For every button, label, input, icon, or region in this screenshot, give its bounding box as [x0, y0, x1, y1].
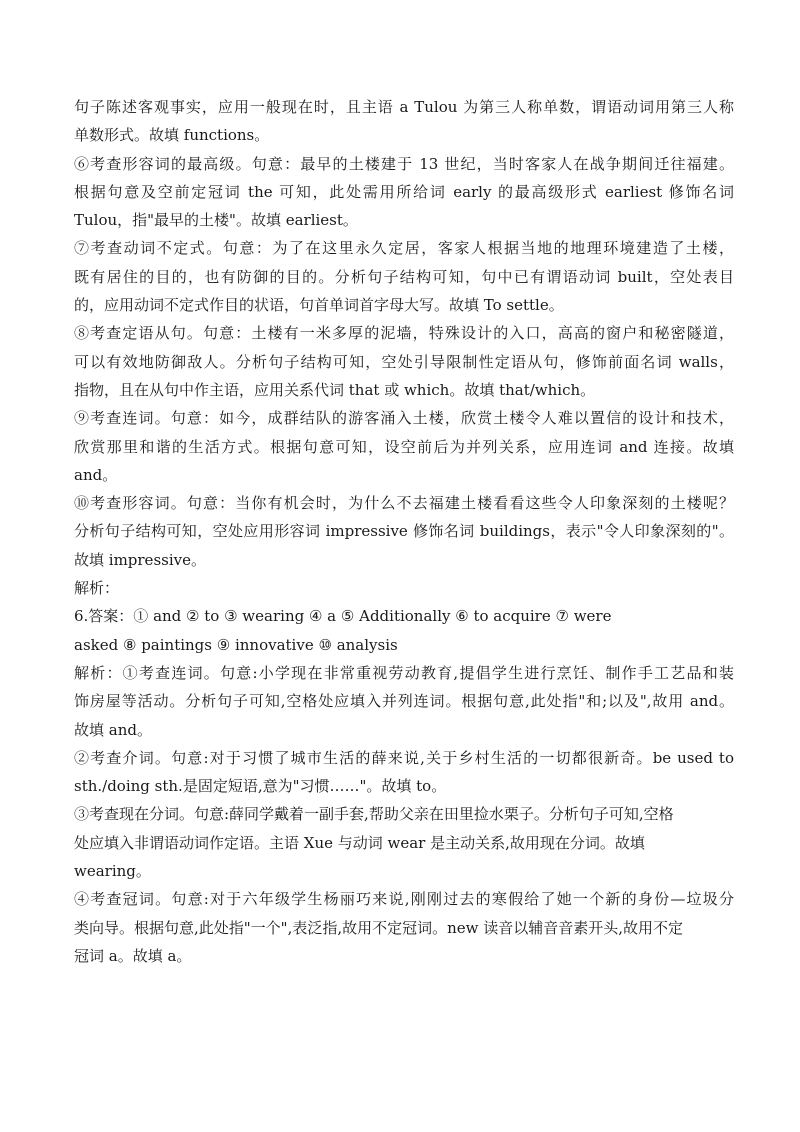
text-line: 可以有效地防御敌人。分析句子结构可知，空处引导限制性定语从句，修饰前面名词 walls，	[74, 352, 734, 371]
text-line: ⑧考查定语从句。句意：土楼有一米多厚的泥墙，特殊设计的入口，高高的窗户和秘密隧道，	[74, 324, 734, 343]
answer-line: 6.答案：① and ② to ③ wearing ④ a ⑤ Additionally ⑥ to acquire ⑦ were	[74, 607, 612, 626]
text-line: 解析：	[74, 579, 120, 598]
text-line: 指物，且在从句中作主语，应用关系代词 that 或 which。故填 that/which。	[74, 380, 596, 399]
text-line: 解析：①考查连词。句意:小学现在非常重视劳动教育,提倡学生进行烹饪、制作手工艺品和装	[74, 663, 734, 682]
text-line: ③考查现在分词。句意:薛同学戴着一副手套,帮助父亲在田里捡水栗子。分析句子可知,空格	[74, 805, 674, 824]
text-line: 分析句子结构可知，空处应用形容词 impressive 修饰名词 buildings，表示"令人印象深刻的"。	[74, 522, 734, 541]
text-line: ④考查冠词。句意:对于六年级学生杨丽巧来说,刚刚过去的寒假给了她一个新的身份—垃圾分	[74, 890, 734, 909]
text-line: 的，应用动词不定式作目的状语，句首单词首字母大写。故填 To settle。	[74, 296, 564, 315]
text-line: ②考查介词。句意:对于习惯了城市生活的薛来说,关于乡村生活的一切都很新奇。be used to	[74, 748, 734, 767]
text-line: sth./doing sth.是固定短语,意为"习惯……"。故填 to。	[74, 777, 447, 796]
text-line: wearing。	[74, 862, 151, 881]
text-line: Tulou，指"最早的土楼"。故填 earliest。	[74, 211, 358, 230]
text-line: 既有居住的目的，也有防御的目的。分析句子结构可知，句中已有谓语动词 built，空处表目	[74, 267, 734, 286]
text-line: 故填 and。	[74, 720, 152, 739]
text-line: 单数形式。故填 functions。	[74, 126, 270, 145]
text-line: 故填 impressive。	[74, 550, 206, 569]
text-line: 类向导。根据句意,此处指"一个",表泛指,故用不定冠词。new 读音以辅音音素开头,故用不定	[74, 918, 684, 937]
text-line: ⑥考查形容词的最高级。句意：最早的土楼建于 13 世纪，当时客家人在战争期间迁往福建。	[74, 154, 734, 173]
text-line: ⑨考查连词。句意：如今，成群结队的游客涌入土楼，欣赏土楼令人难以置信的设计和技术，	[74, 409, 734, 428]
text-line: ⑩考查形容词。句意：当你有机会时，为什么不去福建土楼看看这些令人印象深刻的土楼呢？	[74, 494, 734, 513]
answer-line: asked ⑧ paintings ⑨ innovative ⑩ analysis	[74, 635, 398, 654]
text-line: and。	[74, 465, 118, 484]
document-body	[74, 93, 734, 970]
text-line: 根据句意及空前定冠词 the 可知，此处需用所给词 early 的最高级形式 earliest 修饰名词	[74, 182, 734, 201]
text-line: 饰房屋等活动。分析句子可知,空格处应填入并列连词。根据句意,此处指"和;以及",故用 and。	[74, 692, 734, 711]
text-line: 欣赏那里和谐的生活方式。根据句意可知，设空前后为并列关系，应用连词 and 连接。故填	[74, 437, 734, 456]
text-line: ⑦考查动词不定式。句意：为了在这里永久定居，客家人根据当地的地理环境建造了土楼，	[74, 239, 734, 258]
text-line: 处应填入非谓语动词作定语。主语 Xue 与动词 wear 是主动关系,故用现在分词。故填	[74, 833, 645, 852]
text-line: 句子陈述客观事实，应用一般现在时，且主语 a Tulou 为第三人称单数，谓语动词用第三人称	[74, 98, 734, 116]
text-line: 冠词 a。故填 a。	[74, 946, 192, 965]
